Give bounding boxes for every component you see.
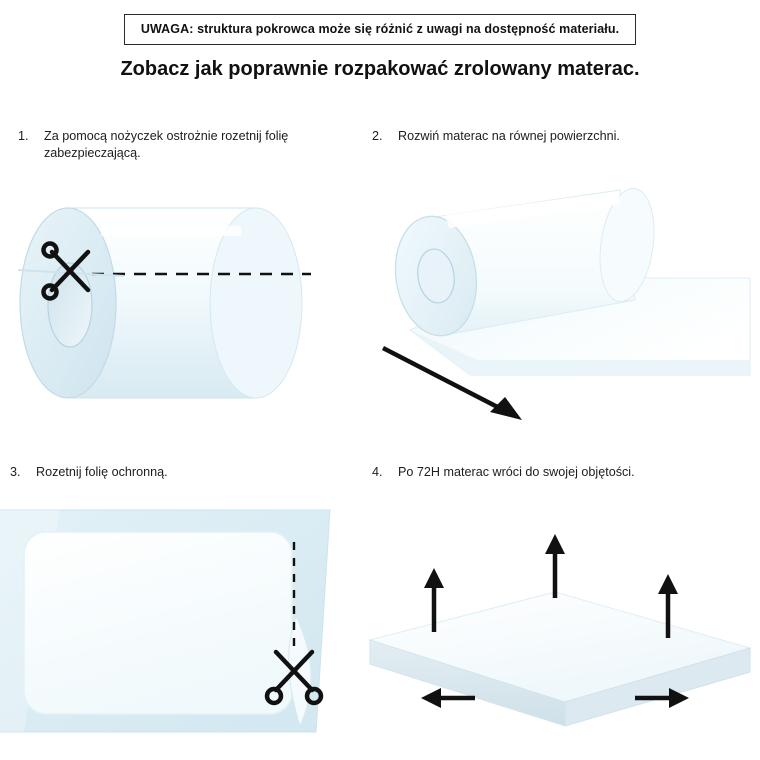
arrow-up-center — [545, 534, 565, 598]
step-1-head — [18, 128, 348, 162]
step-4 — [372, 464, 732, 481]
step-4-text: Po 72H materac wróci do swojej objętości. — [398, 465, 635, 479]
step-2-head — [372, 128, 732, 145]
step-1 — [18, 128, 348, 162]
mattress-expanding-svg — [350, 520, 760, 760]
step-1-number: 1. — [18, 129, 29, 143]
roll-highlight — [101, 226, 241, 236]
step-3-number: 3. — [10, 465, 21, 479]
step-3-text: Rozetnij folię ochronną. — [36, 465, 168, 479]
roll-right-end — [210, 208, 302, 398]
step-2-text: Rozwiń materac na równej powierzchni. — [398, 129, 620, 143]
step-3 — [10, 464, 340, 481]
step-1-text: Za pomocą nożyczek ostrożnie rozetnij folię zabezpieczającą. — [44, 129, 289, 160]
step-3-illustration — [0, 500, 340, 760]
mattress-flat — [24, 532, 292, 714]
notice-banner: UWAGA: struktura pokrowca może się różnić z uwagi na dostępność materiału. — [124, 14, 636, 45]
step-2-number: 2. — [372, 129, 383, 143]
step-2-illustration — [350, 160, 760, 430]
flat-mattress-foil-svg — [0, 500, 340, 760]
step-4-illustration — [350, 520, 760, 760]
unrolling-mattress-svg — [350, 160, 760, 430]
roll-core-hole — [48, 263, 92, 347]
step-4-head — [372, 464, 732, 481]
rolled-mattress-svg — [6, 178, 336, 408]
step-2 — [372, 128, 732, 145]
step-1-illustration — [6, 178, 336, 408]
page-title: Zobacz jak poprawnie rozpakować zrolowany materac. — [120, 58, 640, 80]
step-3-head — [10, 464, 340, 481]
step-4-number: 4. — [372, 465, 383, 479]
notice-banner-wrap — [0, 14, 760, 45]
